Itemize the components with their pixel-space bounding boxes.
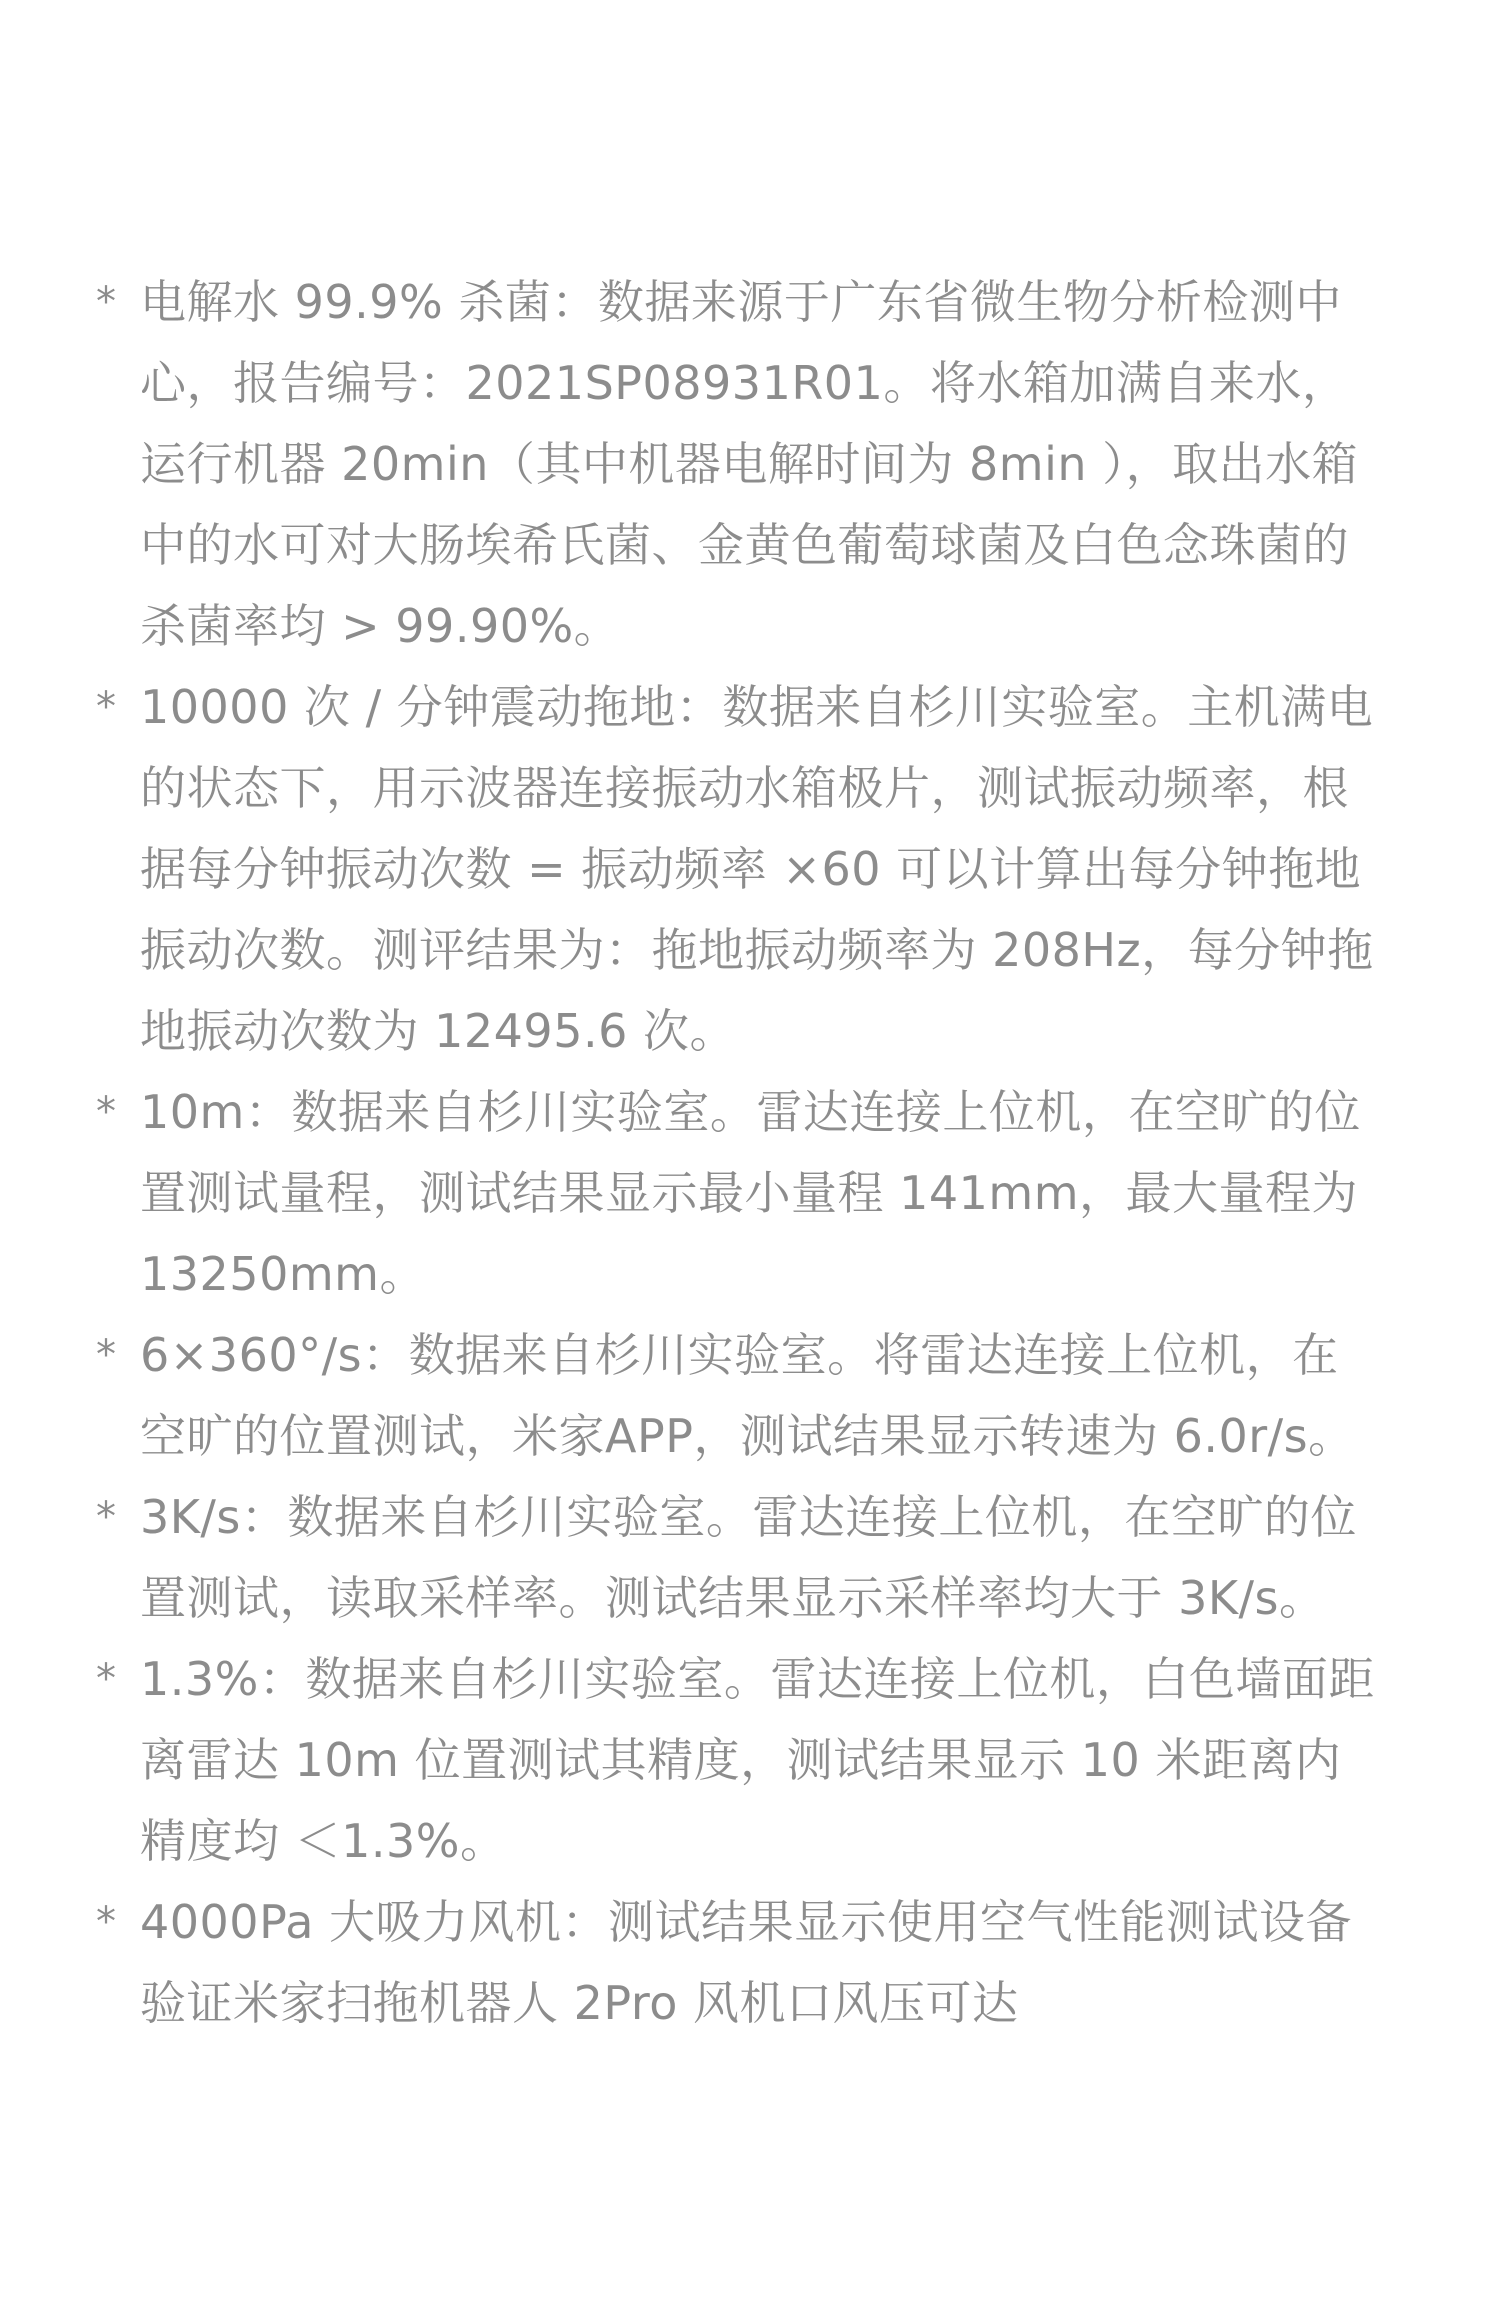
footnote-marker: * xyxy=(96,1494,116,1540)
footnote-text: 10000 次 / 分钟震动拖地：数据来自杉川实验室。主机满电的状态下，用示波器连接振动水箱极片，测试振动频率，根据每分钟振动次数 = 振动频率 ×60 可以计算出每分钟拖地振动次数。测评结果为：拖地振动频率为 208Hz，每分钟拖地振动次数为 12495.6 次。 xyxy=(140,680,1374,1058)
footnote-text: 3K/s：数据来自杉川实验室。雷达连接上位机，在空旷的位置测试，读取采样率。测试结果显示采样率均大于 3K/s。 xyxy=(140,1490,1357,1625)
footnote-marker: * xyxy=(96,1899,116,1945)
footnote-radar-range xyxy=(96,1072,1376,1315)
footnote-marker: * xyxy=(96,1656,116,1702)
footnotes-list xyxy=(96,262,1376,2044)
footnote-marker: * xyxy=(96,684,116,730)
footnote-text: 1.3%：数据来自杉川实验室。雷达连接上位机，白色墙面距离雷达 10m 位置测试其精度，测试结果显示 10 米距离内精度均 ＜1.3%。 xyxy=(140,1652,1375,1868)
footnote-precision xyxy=(96,1639,1376,1882)
footnote-text: 4000Pa 大吸力风机：测试结果显示使用空气性能测试设备验证米家扫拖机器人 2Pro 风机口风压可达 xyxy=(140,1895,1353,2030)
footnote-marker: * xyxy=(96,1089,116,1135)
footnote-marker: * xyxy=(96,279,116,325)
footnote-electrolyzed-water xyxy=(96,262,1376,667)
footnote-marker: * xyxy=(96,1332,116,1378)
footnote-text: 10m：数据来自杉川实验室。雷达连接上位机，在空旷的位置测试量程，测试结果显示最小量程 141mm，最大量程为 13250mm。 xyxy=(140,1085,1361,1301)
footnote-suction-fan xyxy=(96,1882,1376,2044)
footnote-text: 电解水 99.9% 杀菌：数据来源于广东省微生物分析检测中心，报告编号：2021SP08931R01。将水箱加满自来水，运行机器 20min（其中机器电解时间为 8min ），取出水箱中的水可对大肠埃希氏菌、金黄色葡萄球菌及白色念珠菌的杀菌率均 > 99.90%。 xyxy=(140,275,1359,653)
footnote-sampling-rate xyxy=(96,1477,1376,1639)
footnote-radar-rotation xyxy=(96,1315,1376,1477)
footnote-text: 6×360°/s：数据来自杉川实验室。将雷达连接上位机，在空旷的位置测试，米家APP，测试结果显示转速为 6.0r/s。 xyxy=(140,1328,1355,1463)
footnote-vibration-mopping xyxy=(96,667,1376,1072)
